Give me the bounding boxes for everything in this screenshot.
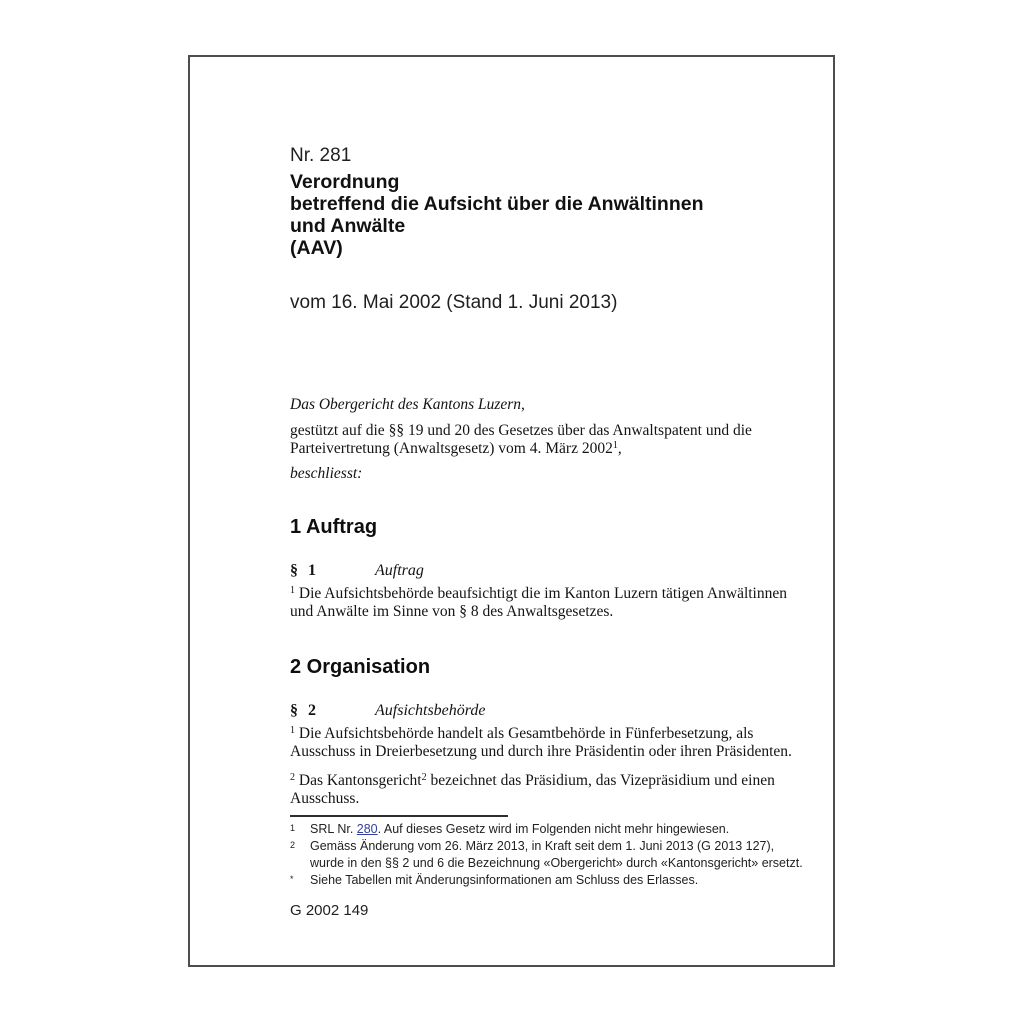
footnote-2-text: Gemäss Änderung vom 26. März 2013, in Kraft seit dem 1. Juni 2013 (G 2013 127), wurde in den §§ 2 und 6 die Bezeichnung «Obergericht» durch «Kantonsgericht» ersetzt. [310,839,803,870]
article-2-number: § 2 [290,702,316,719]
issuing-authority: Das Obergericht des Kantons Luzern, [290,396,525,413]
paragraph-number-sup: 2 [290,772,295,783]
paragraph-number-sup: 1 [290,585,295,596]
footnote-2 [290,838,807,872]
footnote-asterisk-text: Siehe Tabellen mit Änderungsinformationen am Schluss des Erlasses. [310,873,699,887]
resolution-word: beschliesst: [290,465,363,482]
title-line-3: und Anwälte [290,215,406,237]
footnote-1 [290,821,807,838]
enactment-date-line: vom 16. Mai 2002 (Stand 1. Juni 2013) [290,292,618,313]
footnote-ref-1: 1 [612,440,618,451]
section-heading-2: 2 Organisation [290,656,431,678]
legal-basis-text: gestützt auf die §§ 19 und 20 des Gesetzes über das Anwaltspatent und die Parteivertretung (Anwaltsgesetz) vom 4. März 2002 [290,422,752,457]
footnote-1-marker: 1 [290,823,296,833]
title-line-2: betreffend die Aufsicht über die Anwältinnen [290,193,704,215]
footnotes [290,821,807,889]
article-1-title: Auftrag [375,562,424,579]
article-1-paragraph-1: $^1$ Die Aufsichtsbehörde beaufsichtigt die im Kanton Luzern tätigen Anwältinnen und Anwälte im Sinne von § 8 des Anwaltsgesetzes. [290,585,787,620]
section-heading-1: 1 Auftrag [290,516,378,538]
footnote-separator [290,815,508,817]
legal-basis-suffix: , [617,440,622,457]
paragraph-sign: § [290,702,298,719]
title-line-1: Verordnung [290,171,400,193]
article-2-paragraph-2: $^2$ Das Kantonsgericht$^2$ bezeichnet das Präsidium, das Vizepräsidium und einen Ausschuss. [290,772,775,807]
article-2-paragraph-1: $^1$ Die Aufsichtsbehörde handelt als Gesamtbehörde in Fünferbesetzung, als Ausschuss in Dreierbesetzung und durch ihre Präsidentin oder ihren Präsidenten. [290,725,792,760]
page-content [190,145,833,920]
srl-280-link[interactable]: 280 [356,822,378,836]
legal-basis [290,422,806,458]
article-2-title: Aufsichtsbehörde [375,702,486,719]
document-title [290,171,807,259]
footnote-2-marker: 2 [290,840,296,850]
article-2-header [290,701,807,721]
paragraph-number-sup: 1 [290,725,295,736]
preamble [290,396,807,483]
footnote-ref-2: 2 [421,772,427,783]
gazette-reference: G 2002 149 [290,902,369,919]
paragraph-sign: § [290,562,298,579]
document-number: Nr. 281 [290,145,352,166]
article-1-number: § 1 [290,562,316,579]
footnote-1-text: SRL Nr. 280. Auf dieses Gesetz wird im Folgenden nicht mehr hingewiesen. [310,822,730,836]
footnote-asterisk [290,872,807,889]
footnote-asterisk-marker: * [290,874,294,884]
document-page [188,55,835,967]
title-line-4: (AAV) [290,237,343,259]
article-1-header [290,561,807,581]
